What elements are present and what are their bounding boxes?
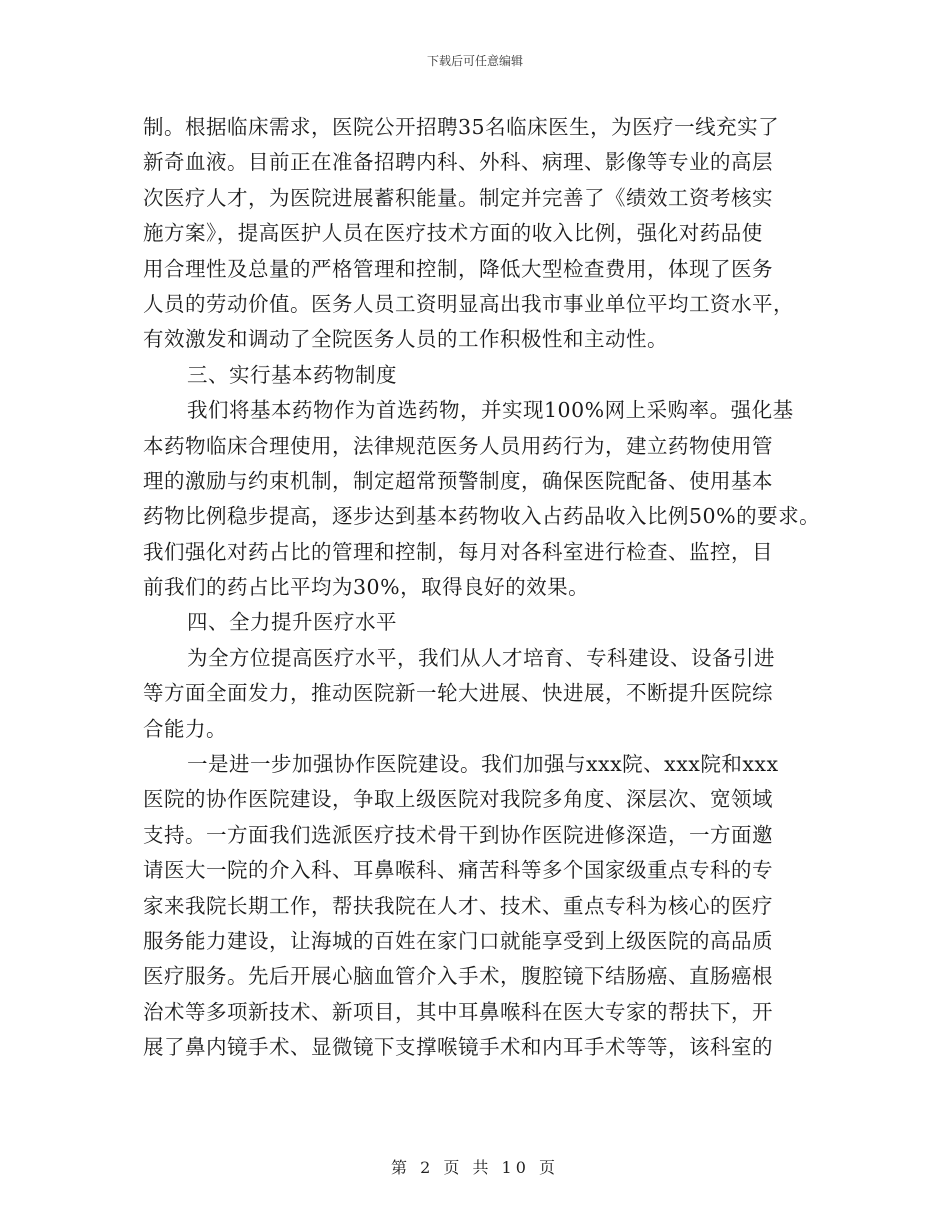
body-line: 请医大一院的介入科、耳鼻喉科、痛苦科等多个国家级重点专科的专 bbox=[143, 858, 773, 883]
body-line: 合能力。 bbox=[143, 716, 227, 741]
body-line: 治术等多项新技术、新项目，其中耳鼻喉科在医大专家的帮扶下，开 bbox=[143, 999, 773, 1024]
body-line: 前我们的药占比平均为30%，取得良好的效果。 bbox=[143, 575, 590, 600]
body-line: 人员的劳动价值。医务人员工资明显高出我市事业单位平均工资水平， bbox=[143, 291, 794, 316]
body-line: 支持。一方面我们选派医疗技术骨干到协作医院进修深造，一方面邀 bbox=[143, 822, 773, 847]
document-body bbox=[143, 110, 823, 1066]
body-line: 新奇血液。目前正在准备招聘内科、外科、病理、影像等专业的高层 bbox=[143, 150, 773, 175]
body-line: 展了鼻内镜手术、显微镜下支撑喉镜手术和内耳手术等等，该科室的 bbox=[143, 1035, 773, 1060]
body-line: 医疗服务。先后开展心脑血管介入手术，腹腔镜下结肠癌、直肠癌根 bbox=[143, 964, 773, 989]
body-line: 等方面全面发力，推动医院新一轮大进展、快进展，不断提升医院综 bbox=[143, 681, 773, 706]
body-line: 四、全力提升医疗水平 bbox=[187, 610, 397, 635]
body-line: 为全方位提高医疗水平，我们从人才培育、专科建设、设备引进 bbox=[187, 645, 775, 670]
page-header: 下载后可任意编辑 bbox=[426, 54, 523, 68]
body-line: 家来我院长期工作，帮扶我院在人才、技术、重点专科为核心的医疗 bbox=[143, 893, 773, 918]
body-line: 医院的协作医院建设，争取上级医院对我院多角度、深层次、宽领域 bbox=[143, 787, 773, 812]
body-line: 一是进一步加强协作医院建设。我们加强与xxx院、xxx院和xxx bbox=[187, 752, 779, 777]
body-line: 本药物临床合理使用，法律规范医务人员用药行为，建立药物使用管 bbox=[143, 433, 773, 458]
body-line: 药物比例稳步提高，逐步达到基本药物收入占药品收入比例50%的要求。 bbox=[143, 504, 821, 529]
body-line: 我们强化对药占比的管理和控制，每月对各科室进行检查、监控，目 bbox=[143, 539, 773, 564]
body-line: 次医疗人才，为医院进展蓄积能量。制定并完善了《绩效工资考核实 bbox=[143, 185, 773, 210]
body-line: 服务能力建设，让海城的百姓在家门口就能享受到上级医院的高品质 bbox=[143, 928, 773, 953]
body-line: 制。根据临床需求，医院公开招聘35名临床医生，为医疗一线充实了 bbox=[143, 115, 780, 139]
body-line: 用合理性及总量的严格管理和控制，降低大型检查费用，体现了医务 bbox=[143, 256, 773, 281]
body-line: 有效激发和调动了全院医务人员的工作积极性和主动性。 bbox=[143, 327, 668, 352]
body-line: 施方案》，提高医护人员在医疗技术方面的收入比例，强化对药品使 bbox=[143, 221, 763, 246]
body-line: 我们将基本药物作为首选药物，并实现100%网上采购率。强化基 bbox=[187, 398, 794, 423]
body-line: 三、实行基本药物制度 bbox=[187, 362, 397, 387]
body-line: 理的激励与约束机制，制定超常预警制度，确保医院配备、使用基本 bbox=[143, 468, 773, 493]
page-footer: 第 2 页 共 10 页 bbox=[391, 1158, 559, 1177]
